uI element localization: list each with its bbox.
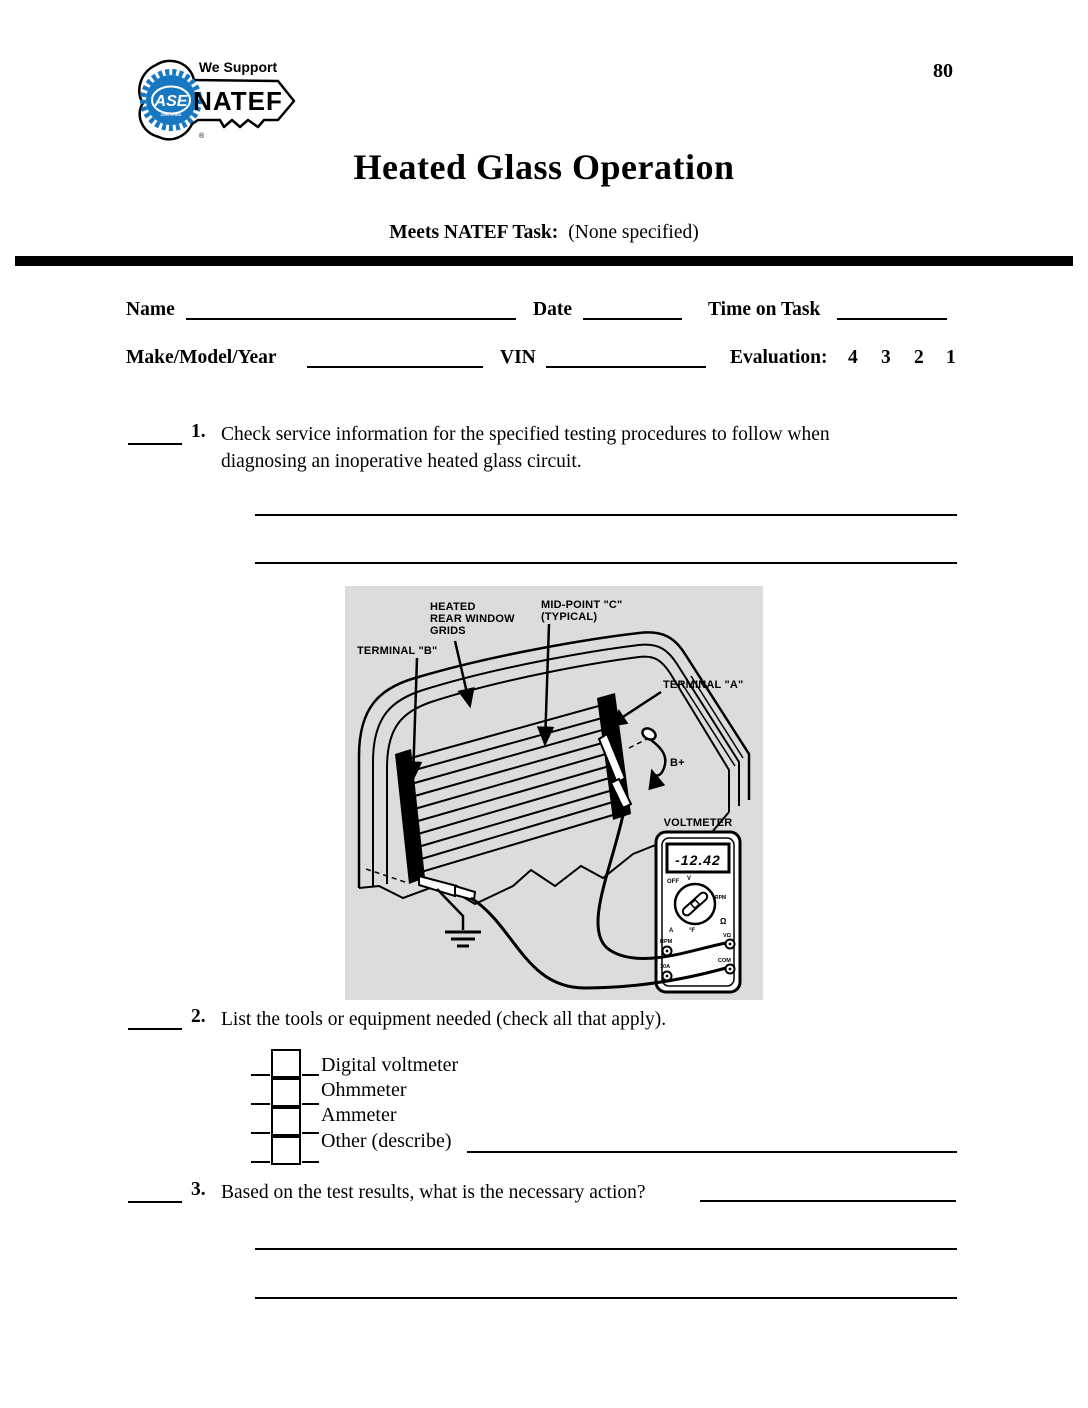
make-model-year-blank[interactable] xyxy=(307,366,483,368)
dial-degf-label: °F xyxy=(689,928,696,934)
grids-label-line2: REAR WINDOW xyxy=(430,613,515,625)
terminal-b-label: TERMINAL "B" xyxy=(357,645,438,657)
bplus-connector xyxy=(640,726,665,775)
q3-answer-line-2[interactable] xyxy=(255,1297,957,1299)
q3-score-blank[interactable] xyxy=(128,1201,182,1203)
dial-v-label: V xyxy=(687,876,692,882)
header-divider xyxy=(15,256,1073,266)
checkbox-ammeter[interactable] xyxy=(271,1107,301,1136)
dial-off-label: OFF xyxy=(667,879,679,885)
evaluation-score-3[interactable]: 3 xyxy=(881,347,891,368)
q1-text: Check service information for the specified testing procedures to follow when diagnosing an inoperative heated glass circuit. xyxy=(221,424,830,472)
dial-a-label: A xyxy=(669,928,674,934)
checkbox-ohmmeter[interactable] xyxy=(271,1078,301,1107)
q2-score-blank[interactable] xyxy=(128,1028,182,1030)
port-vohm-label: VΩ xyxy=(723,933,732,939)
port-rpm-label: RPM xyxy=(660,939,673,945)
task-value: (None specified) xyxy=(568,222,699,243)
registered-mark: ® xyxy=(199,133,205,140)
midpoint-label-line1: MID-POINT "C" xyxy=(541,599,623,611)
checkbox-dash-left-1 xyxy=(251,1074,270,1076)
vin-blank[interactable] xyxy=(546,366,706,368)
bplus-label: B+ xyxy=(670,757,685,769)
evaluation-score-2[interactable]: 2 xyxy=(914,347,924,368)
natef-text: NATEF xyxy=(193,86,283,116)
natef-logo xyxy=(126,50,301,148)
meter-display: -12.42 xyxy=(675,852,721,868)
q1-answer-line-2[interactable] xyxy=(255,562,957,564)
page-title: Heated Glass Operation xyxy=(353,147,735,187)
checkbox-dash-left-4 xyxy=(251,1161,270,1163)
evaluation-score-1[interactable]: 1 xyxy=(946,347,956,368)
ase-certified-text: CERTIFIED xyxy=(160,112,182,117)
page-number: 80 xyxy=(933,60,953,82)
q3-number: 3. xyxy=(191,1179,206,1200)
q2-number: 2. xyxy=(191,1006,206,1027)
date-blank[interactable] xyxy=(583,318,682,320)
checkbox-dash-right-2 xyxy=(302,1103,319,1105)
q1-score-blank[interactable] xyxy=(128,443,182,445)
we-support-text: We Support xyxy=(198,59,278,75)
checkbox-dash-right-1 xyxy=(302,1074,319,1076)
checkbox-other[interactable] xyxy=(271,1136,301,1165)
evaluation-score-4[interactable]: 4 xyxy=(848,347,858,368)
make-model-year-label: Make/Model/Year xyxy=(126,347,277,368)
dial-ohm-label: Ω xyxy=(720,917,727,926)
terminal-a-label: TERMINAL "A" xyxy=(663,679,744,691)
name-label: Name xyxy=(126,299,175,320)
checkbox-dash-left-3 xyxy=(251,1132,270,1134)
task-label: Meets NATEF Task: xyxy=(389,222,559,243)
other-describe-blank[interactable] xyxy=(467,1151,957,1153)
grids-label-line1: HEATED xyxy=(430,601,476,613)
time-on-task-blank[interactable] xyxy=(837,318,947,320)
q1-number: 1. xyxy=(191,421,206,442)
checklist-item-digital-voltmeter: Digital voltmeter xyxy=(321,1054,459,1076)
voltmeter xyxy=(656,832,740,992)
date-label: Date xyxy=(533,299,572,320)
heated-glass-diagram xyxy=(345,586,763,1000)
port-com-label: COM xyxy=(718,958,731,964)
q3-inline-blank[interactable] xyxy=(700,1200,956,1202)
checklist-item-other: Other (describe) xyxy=(321,1130,452,1152)
checkbox-dash-left-2 xyxy=(251,1103,270,1105)
probe-left xyxy=(419,876,475,900)
midpoint-label-line2: (TYPICAL) xyxy=(541,611,598,623)
checkbox-digital-voltmeter[interactable] xyxy=(271,1049,301,1078)
grids-label-line3: GRIDS xyxy=(430,625,466,637)
vin-label: VIN xyxy=(500,347,536,368)
voltmeter-label: VOLTMETER xyxy=(663,817,733,829)
dial-rpm-label: RPM xyxy=(715,895,727,901)
checkbox-dash-right-3 xyxy=(302,1132,319,1134)
checkbox-dash-right-4 xyxy=(302,1161,319,1163)
q2-text: List the tools or equipment needed (check all that apply). xyxy=(221,1009,667,1030)
ase-text: ASE xyxy=(154,93,188,110)
grid-lines xyxy=(411,702,613,875)
checklist-item-ohmmeter: Ohmmeter xyxy=(321,1079,407,1101)
port-10a-label: 10A xyxy=(660,964,671,970)
name-blank[interactable] xyxy=(186,318,516,320)
evaluation-label: Evaluation: xyxy=(730,347,828,368)
task-line xyxy=(0,222,1088,244)
q3-text: Based on the test results, what is the necessary action? xyxy=(221,1182,646,1203)
time-on-task-label: Time on Task xyxy=(708,299,821,320)
checklist-item-ammeter: Ammeter xyxy=(321,1104,397,1126)
q1-answer-line-1[interactable] xyxy=(255,514,957,516)
q3-answer-line-1[interactable] xyxy=(255,1248,957,1250)
